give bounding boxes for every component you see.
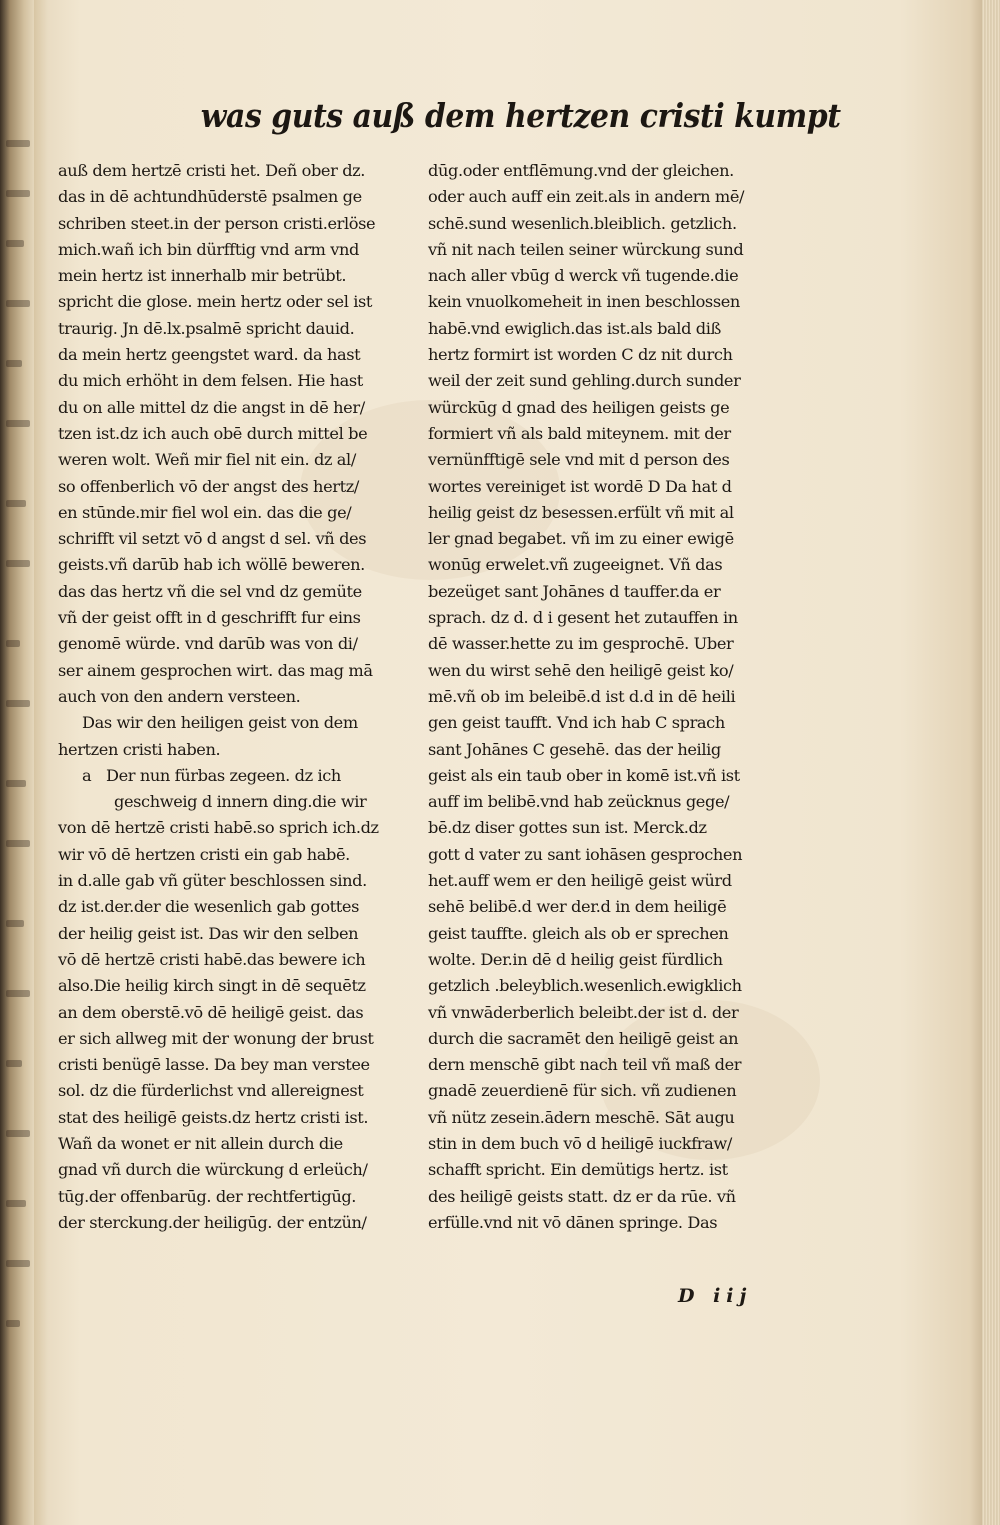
text-line: mein hertz ist innerhalb mir betrübt. xyxy=(58,266,347,286)
text-line: geist als ein taub ober in komē ist.vñ ist xyxy=(428,765,740,785)
text-line: geists.vñ darūb hab ich wöllē beweren. xyxy=(58,555,365,575)
text-line: Wañ da wonet er nit allein durch die xyxy=(58,1133,343,1153)
text-line: weren wolt. Weñ mir fiel nit ein. dz al/ xyxy=(58,450,356,470)
page-stack-edge xyxy=(982,0,1000,1525)
text-line xyxy=(58,763,403,789)
text-line: vñ nit nach teilen seiner würckung sund xyxy=(428,239,744,259)
text-line: das das hertz vñ die sel vnd dz gemüte xyxy=(58,581,362,601)
text-line: an dem oberstē.vō dē heiligē geist. das xyxy=(58,1002,364,1022)
text-line: von dē hertzē cristi habē.so sprich ich.dz xyxy=(58,818,379,838)
text-line: formiert vñ als bald miteynem. mit der xyxy=(428,423,731,443)
text-line: wolte. Der.in dē d heilig geist fürdlich xyxy=(428,949,723,969)
text-line: dūg.oder entflēmung.vnd der gleichen. xyxy=(428,161,734,180)
text-line: gott d vater zu sant iohāsen gesprochen xyxy=(428,844,743,864)
section-marker: a xyxy=(82,765,92,785)
text-line-content: Der nun fürbas zegeen. dz ich xyxy=(106,765,341,785)
text-line: mē.vñ ob im beleibē.d ist d.d in dē heili xyxy=(428,686,736,706)
text-line: gen geist taufft. Vnd ich hab C sprach xyxy=(428,713,725,733)
text-line: in d.alle gab vñ güter beschlossen sind. xyxy=(58,871,367,891)
text-line: spricht die glose. mein hertz oder sel ist xyxy=(58,292,373,312)
text-line: bē.dz diser gottes sun ist. Merck.dz xyxy=(428,818,707,838)
text-line: cristi benügē lasse. Da bey man verstee xyxy=(58,1055,370,1075)
right-column xyxy=(428,158,773,1236)
text-line: nach aller vbūg d werck vñ tugende.die xyxy=(428,266,739,286)
text-line: vernünfftigē sele vnd mit d person des xyxy=(428,450,730,470)
text-line: das in dē achtundhūderstē psalmen ge xyxy=(58,187,362,207)
text-line: so offenberlich vō der angst des hertz/ xyxy=(58,476,359,496)
text-line: wortes vereiniget ist wordē D Da hat d xyxy=(428,476,732,496)
text-line: vñ nütz zesein.ādern meschē. Sāt augu xyxy=(428,1107,735,1127)
text-line: hertz formirt ist worden C dz nit durch xyxy=(428,345,733,365)
text-line: vñ vnwāderberlich beleibt.der ist d. der xyxy=(428,1002,739,1022)
text-line: vñ der geist offt in d geschrifft fur eins xyxy=(58,608,361,628)
text-line: dern menschē gibt nach teil vñ maß der xyxy=(428,1055,742,1075)
text-line: stat des heiligē geists.dz hertz cristi ist. xyxy=(58,1107,369,1127)
text-line: weil der zeit sund gehling.durch sunder xyxy=(428,371,741,391)
text-line: erfülle.vnd nit vō dānen springe. Das xyxy=(428,1212,718,1232)
text-line: dz ist.der.der die wesenlich gab gottes xyxy=(58,897,359,917)
text-line: auch von den andern versteen. xyxy=(58,686,301,706)
text-line: da mein hertz geengstet ward. da hast xyxy=(58,345,361,365)
text-line: wir vō dē hertzen cristi ein gab habē. xyxy=(58,844,350,864)
text-line: würckūg d gnad des heiligen geists ge xyxy=(428,397,730,417)
text-line: sol. dz die fürderlichst vnd allereignest xyxy=(58,1081,364,1101)
text-line: also.Die heilig kirch singt in dē sequētz xyxy=(58,976,366,996)
text-line: wonūg erwelet.vñ zugeeignet. Vñ das xyxy=(428,555,723,575)
previous-page-edge xyxy=(0,0,34,1525)
text-line: sprach. dz d. d i gesent het zutauffen in xyxy=(428,608,738,628)
text-line: stin in dem buch vō d heiligē iuckfraw/ xyxy=(428,1133,732,1153)
text-line: er sich allweg mit der wonung der brust xyxy=(58,1028,374,1048)
text-line: sehē belibē.d wer der.d in dem heiligē xyxy=(428,897,727,917)
text-line: sant Johānes C gesehē. das der heilig xyxy=(428,739,721,759)
text-line: traurig. Jn dē.lx.psalmē spricht dauid. xyxy=(58,318,355,338)
text-line: wen du wirst sehē den heiligē geist ko/ xyxy=(428,660,734,680)
text-line: ser ainem gesprochen wirt. das mag mā xyxy=(58,660,373,680)
text-line: des heiligē geists statt. dz er da rūe. vñ xyxy=(428,1186,736,1206)
text-line: der sterckung.der heiligūg. der entzün/ xyxy=(58,1212,367,1232)
text-line: du mich erhöht in dem felsen. Hie hast xyxy=(58,371,363,391)
text-line: het.auff wem er den heiligē geist würd xyxy=(428,871,732,891)
text-line: kein vnuolkomeheit in inen beschlossen xyxy=(428,292,740,312)
text-line: du on alle mittel dz die angst in dē her/ xyxy=(58,397,365,417)
text-line: dē wasser.hette zu im gesprochē. Uber xyxy=(428,634,734,654)
text-line: schriben steet.in der person cristi.erlöse xyxy=(58,213,376,233)
text-line: habē.vnd ewiglich.das ist.als bald diß xyxy=(428,318,721,338)
text-line: en stūnde.mir fiel wol ein. das die ge/ xyxy=(58,502,352,522)
text-line: bezeüget sant Johānes d tauffer.da er xyxy=(428,581,721,601)
text-line: mich.wañ ich bin dürfftig vnd arm vnd xyxy=(58,239,359,259)
text-line: tūg.der offenbarūg. der rechtfertigūg. xyxy=(58,1186,357,1206)
left-column xyxy=(58,158,403,1236)
text-line: gnad vñ durch die würckung d erleüch/ xyxy=(58,1160,368,1180)
text-line: getzlich .beleyblich.wesenlich.ewigklich xyxy=(428,976,742,996)
text-line: ler gnad begabet. vñ im zu einer ewigē xyxy=(428,529,734,549)
running-head: was guts auß dem hertzen cristi kumpt xyxy=(200,96,841,135)
text-line: auff im belibē.vnd hab zeücknus gege/ xyxy=(428,792,730,812)
text-line: schē.sund wesenlich.bleiblich. getzlich. xyxy=(428,213,737,233)
text-line: gnadē zeuerdienē für sich. vñ zudienen xyxy=(428,1081,737,1101)
text-line: schafft spricht. Ein demütigs hertz. ist xyxy=(428,1160,728,1180)
text-line: der heilig geist ist. Das wir den selben xyxy=(58,923,359,943)
text-line: durch die sacramēt den heiligē geist an xyxy=(428,1028,739,1048)
text-line: heilig geist dz besessen.erfült vñ mit al xyxy=(428,502,734,522)
text-line: vō dē hertzē cristi habē.das bewere ich xyxy=(58,949,366,969)
text-line: geist tauffte. gleich als ob er sprechen xyxy=(428,923,729,943)
signature-mark: D iij xyxy=(678,1285,753,1307)
text-line: auß dem hertzē cristi het. Deñ ober dz. xyxy=(58,161,366,180)
section-heading: hertzen cristi haben. xyxy=(58,739,221,759)
text-line: geschweig d innern ding.die wir xyxy=(114,792,367,812)
text-line: genomē würde. vnd darūb was von di/ xyxy=(58,634,358,654)
text-line: tzen ist.dz ich auch obē durch mittel be xyxy=(58,423,368,443)
text-line: oder auch auff ein zeit.als in andern mē/ xyxy=(428,187,745,207)
text-line: schrifft vil setzt vō d angst d sel. vñ des xyxy=(58,529,367,549)
section-heading: Das wir den heiligen geist von dem xyxy=(82,713,358,733)
